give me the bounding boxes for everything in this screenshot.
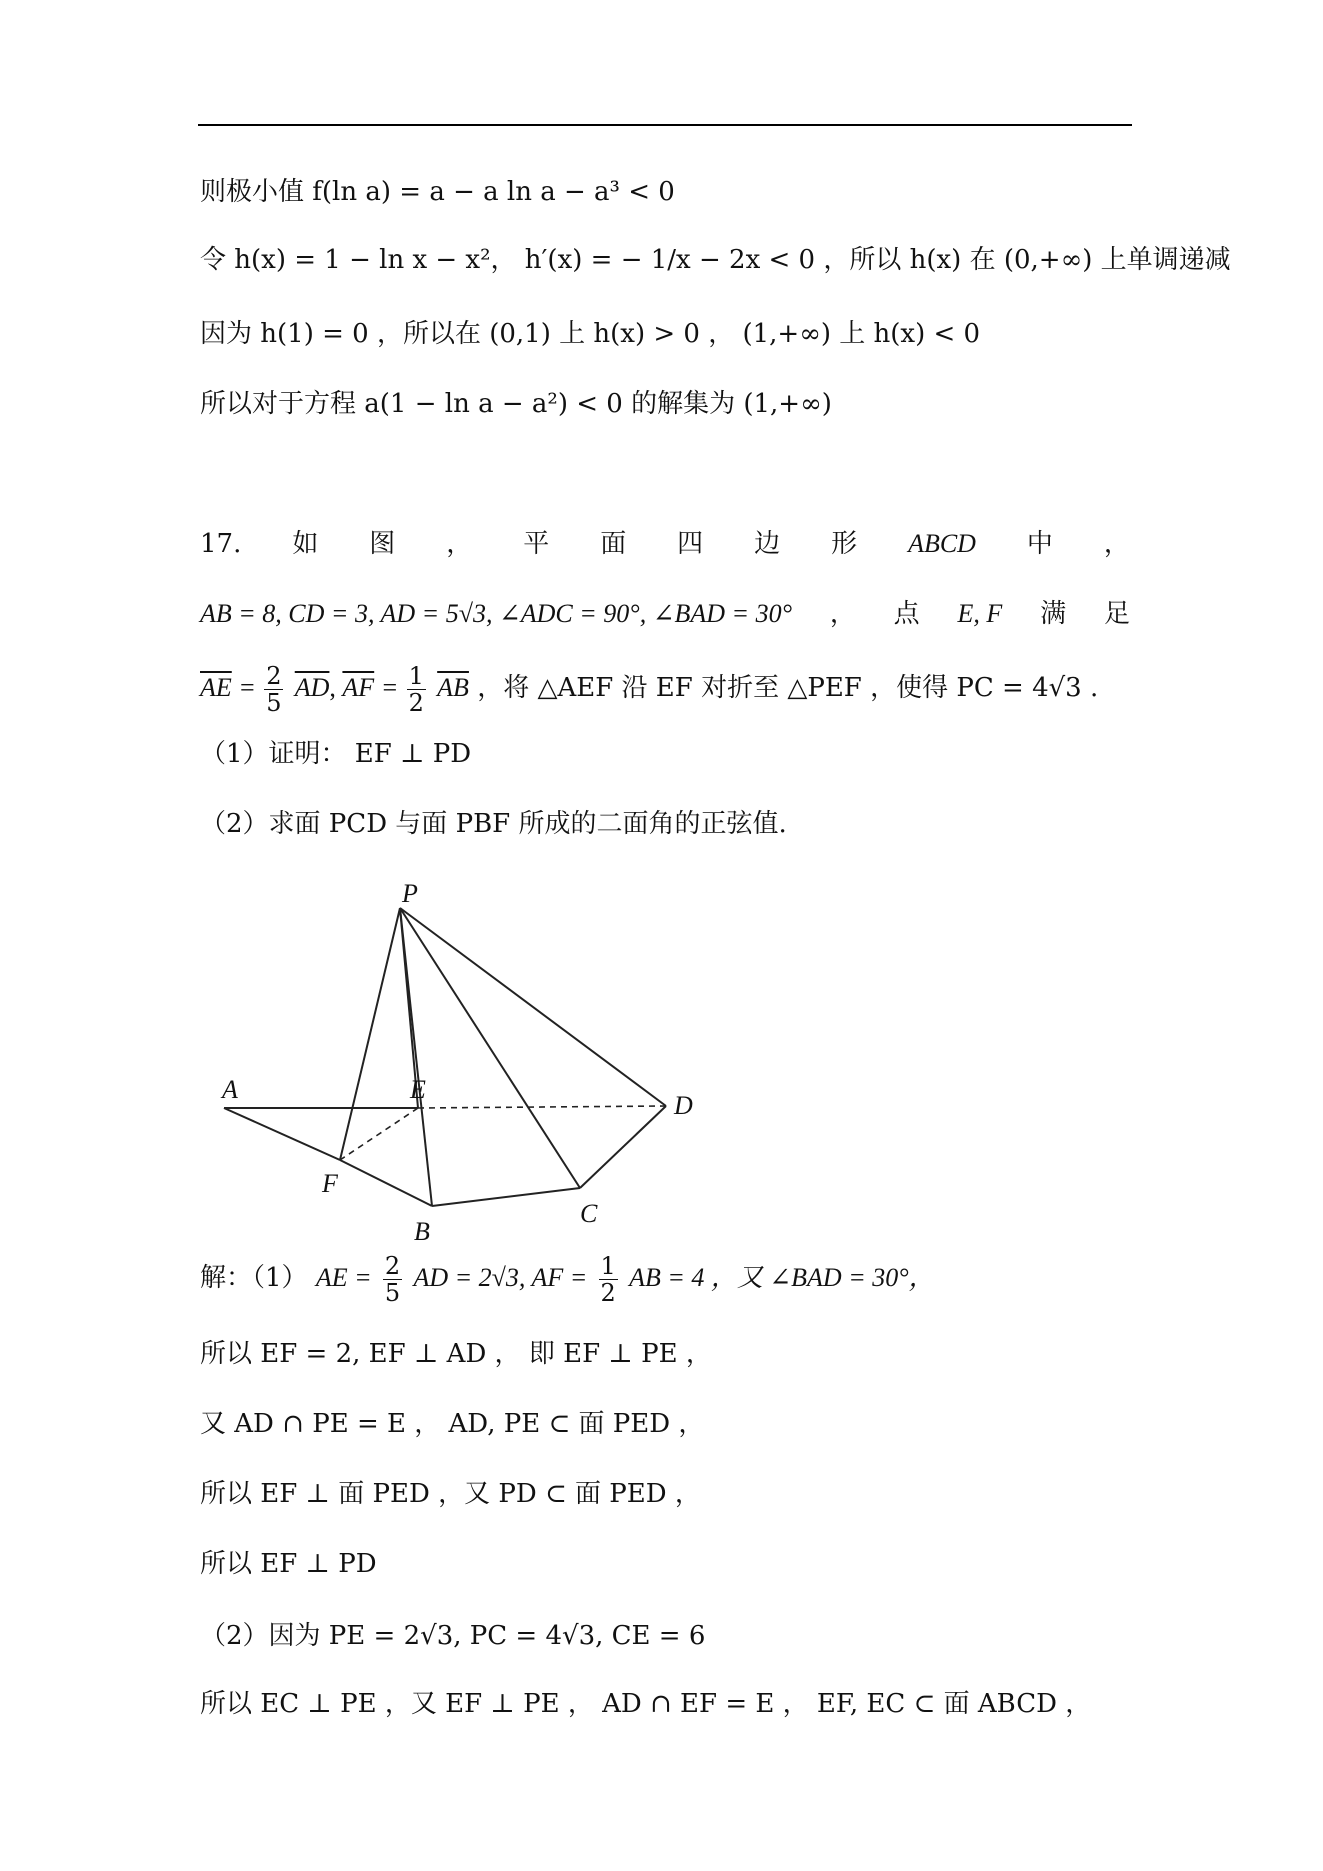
header-rule: [198, 124, 1132, 126]
text-line-h-sign: 因为 h(1) = 0 ，所以在 (0,1) 上 h(x) > 0 ， (1,+∞) 上 h(x) < 0: [200, 319, 981, 349]
solution-line4: 所以 EF ⊥ 面 PED ，又 PD ⊂ 面 PED ，: [200, 1479, 701, 1509]
edge-PB: [400, 908, 432, 1206]
solution-line3: 又 AD ∩ PE = E ， AD, PE ⊂ 面 PED ，: [200, 1409, 705, 1439]
text-line-minimum: 则极小值 f(ln a) = a − a ln a − a³ < 0: [200, 177, 675, 207]
problem-17-vectors: $\overline{AE}$ = $\frac{2}{5}$ $\overline{AD}$, $\overline{AF}$ = $\frac{1}{2}$ $\overline{AB}$ ，将 △AEF 沿 EF 对折至 △PEF ，使得 PC = 4√3 .: [200, 661, 1099, 717]
edge-FB: [340, 1160, 432, 1206]
edge-BC: [432, 1188, 580, 1206]
solution-line6: （2）因为 PE = 2√3, PC = 4√3, CE = 6: [200, 1621, 706, 1651]
solution-line5: 所以 EF ⊥ PD: [200, 1549, 377, 1579]
edge-EF-dashed: [340, 1108, 418, 1160]
fraction-two-fifths: $\frac{2}{5}$: [266, 661, 282, 717]
label-E: E: [410, 1075, 426, 1104]
text-line-solution-set: 所以对于方程 a(1 − ln a − a²) < 0 的解集为 (1,+∞): [200, 389, 832, 419]
fraction-one-half-sol: $\frac{1}{2}$: [600, 1251, 616, 1307]
label-P: P: [402, 879, 418, 908]
label-D: D: [674, 1091, 693, 1120]
label-F: F: [322, 1169, 338, 1198]
solution-line2: 所以 EF = 2, EF ⊥ AD ， 即 EF ⊥ PE ，: [200, 1339, 712, 1369]
edge-PC: [400, 908, 580, 1188]
solution-part1-line1: 解：（1） AE = $\frac{2}{5}$ AD = 2√3, AF = $\frac{1}{2}$ AB = 4 ，又 ∠BAD = 30°，: [200, 1251, 935, 1307]
fold-condition: ，将 △AEF 沿 EF 对折至 △PEF ，使得 PC = 4√3 .: [477, 673, 1099, 703]
question-1: （1）证明： EF ⊥ PD: [200, 739, 472, 769]
condition-lengths: AB = 8, CD = 3, AD = 5√3, ∠ADC = 90°, ∠BAD = 30°: [200, 599, 792, 628]
solution-line7: 所以 EC ⊥ PE ，又 EF ⊥ PE ， AD ∩ EF = E ， EF, EC ⊂ 面 ABCD ，: [200, 1689, 1092, 1719]
problem-17-conditions: AB = 8, CD = 3, AD = 5√3, ∠ADC = 90°, ∠BAD = 30° ， 点 E, F 满 足: [200, 594, 1130, 634]
edge-PF: [340, 908, 400, 1160]
edge-AF: [224, 1108, 340, 1160]
edge-PE: [400, 908, 418, 1108]
label-A: A: [222, 1075, 238, 1104]
problem-17-intro: 17. 如 图 ， 平 面 四 边 形 ABCD 中 ，: [200, 524, 1130, 564]
fraction-one-half: $\frac{1}{2}$: [408, 661, 424, 717]
label-B: B: [414, 1217, 430, 1246]
edge-ED-dashed: [418, 1106, 666, 1108]
fraction-two-fifths-sol: $\frac{2}{5}$: [384, 1251, 401, 1307]
edge-CD: [580, 1106, 666, 1188]
problem-number: 17.: [200, 529, 242, 559]
label-C: C: [580, 1199, 598, 1228]
question-2: （2）求面 PCD 与面 PBF 所成的二面角的正弦值.: [200, 809, 787, 839]
text-line-h-definition: 令 h(x) = 1 − ln x − x²， h′(x) = − 1/x − 2x < 0 ，所以 h(x) 在 (0,+∞) 上单调递减: [200, 245, 1231, 275]
edge-PD: [400, 908, 666, 1106]
